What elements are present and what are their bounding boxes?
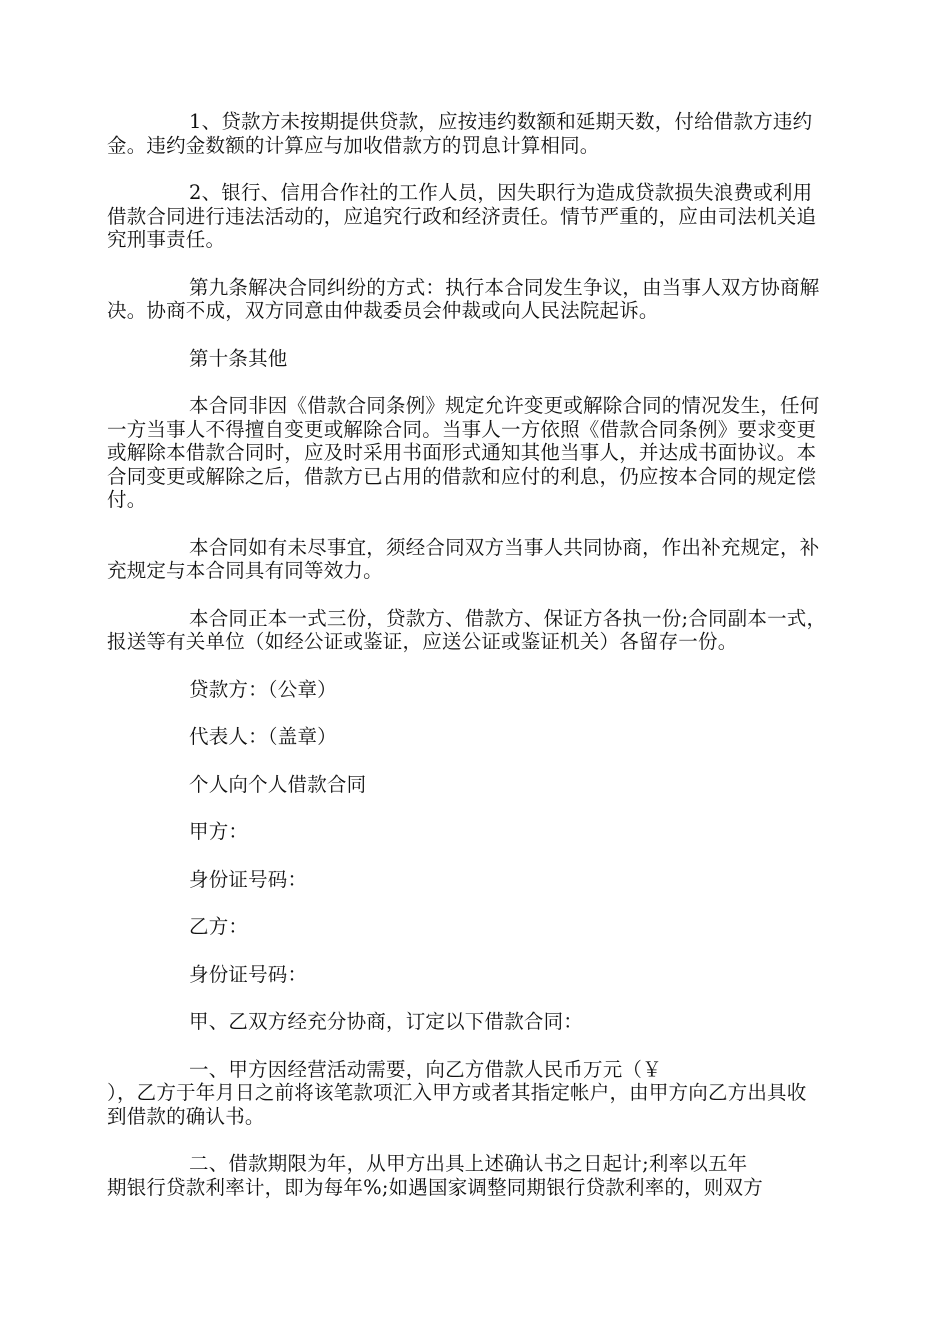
article-9-dispute-resolution: 第九条解决合同纠纷的方式：执行本合同发生争议，由当事人双方协商解 决。协商不成，双方同意由仲裁委员会仲裁或向人民法院起诉。 [107, 275, 820, 322]
party-a-id-line: 身份证号码： [189, 867, 308, 891]
clause-2-loan-term: 二、借款期限为年，从甲方出具上述确认书之日起计;利率以五年 期银行贷款利率计，即为每年%;如遇国家调整同期银行贷款利率的，则双方 [107, 1152, 763, 1199]
clause-copies: 本合同正本一式三份，贷款方、借款方、保证方各执一份;合同副本一式， 报送等有关单位（如经公证或鉴证，应送公证或鉴证机关）各留存一份。 [107, 606, 827, 653]
document-body [107, 110, 837, 1223]
party-b-line: 乙方： [189, 915, 249, 938]
party-b-id-line: 身份证号码： [189, 962, 308, 986]
article-10-heading: 第十条其他 [189, 346, 288, 370]
clause-1-loan-amount: 一、甲方因经营活动需要，向乙方借款人民币万元（￥ ），乙方于年月日之前将该笔款项汇入甲方或者其指定帐户，由甲方向乙方出具收 到借款的确认书。 [107, 1057, 807, 1128]
clause-contract-modification: 本合同非因《借款合同条例》规定允许变更或解除合同的情况发生，任何 一方当事人不得擅自变更或解除合同。当事人一方依照《借款合同条例》要求变更 或解除本借款合同时，应及时采用书面形式通知其他当事人，并达成书面协议。本 合同变更或解除之后，借款方已占用的借款和应付的利息，仍应按本合同的规定偿 付。 [107, 394, 820, 511]
representative-seal-line: 代表人：（盖章） [189, 725, 337, 748]
party-a-line: 甲方： [189, 820, 249, 843]
lender-seal-line: 贷款方：（公章） [189, 677, 337, 701]
clause-staff-liability: 2、银行、信用合作社的工作人员，因失职行为造成贷款损失浪费或利用 借款合同进行违法活动的，应追究行政和经济责任。情节严重的，应由司法机关追 究刑事责任。 [107, 181, 817, 251]
agreement-intro: 甲、乙双方经充分协商，订定以下借款合同： [189, 1010, 584, 1033]
clause-supplementary-provisions: 本合同如有未尽事宜，须经合同双方当事人共同协商，作出补充规定，补 充规定与本合同具有同等效力。 [107, 535, 820, 582]
clause-lender-default: 1、贷款方未按期提供贷款，应按违约数额和延期天数，付给借款方违约 金。违约金数额的计算应与加收借款方的罚息计算相同。 [107, 110, 813, 157]
contract-title: 个人向个人借款合同 [189, 772, 367, 796]
